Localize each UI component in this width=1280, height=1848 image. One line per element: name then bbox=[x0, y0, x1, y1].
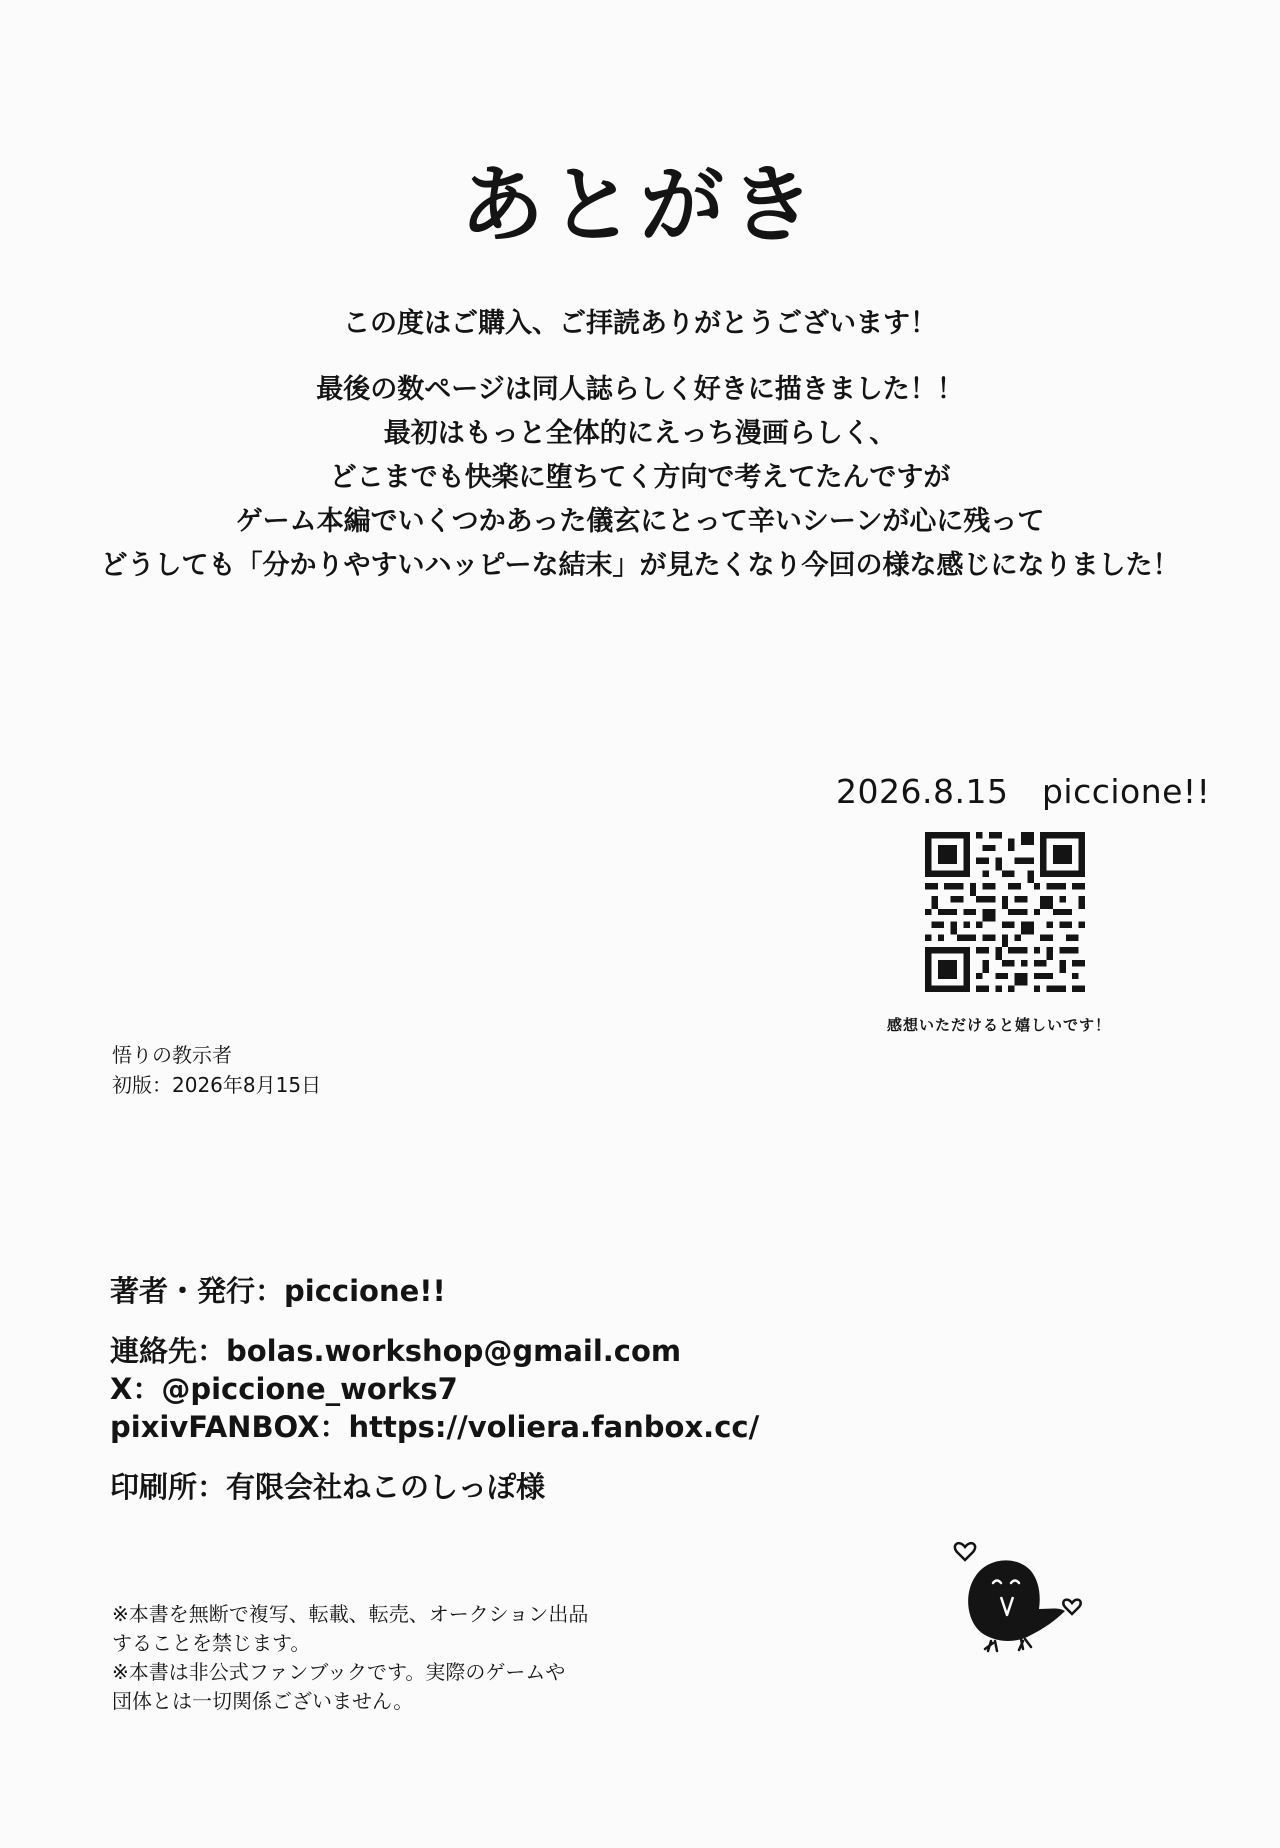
notice-line: ※本書は非公式ファンブックです。実際のゲームや bbox=[112, 1660, 566, 1684]
message-line: 最初はもっと全体的にえっち漫画らしく、 bbox=[383, 418, 897, 449]
afterword-message bbox=[0, 302, 1280, 588]
printer-line: 印刷所：有限会社ねこのしっぽ様 bbox=[110, 1470, 546, 1504]
contact-email[interactable]: 連絡先：bolas.workshop@gmail.com bbox=[110, 1334, 682, 1368]
page-title: あとがき bbox=[459, 156, 820, 254]
colophon bbox=[110, 1272, 759, 1506]
copyright-notice bbox=[112, 1600, 588, 1716]
notice-line: ※本書を無断で複写、転載、転売、オークション出品 bbox=[112, 1602, 589, 1626]
book-info bbox=[112, 1040, 321, 1100]
message-line: どこまでも快楽に堕ちてく方向で考えてたんですが bbox=[329, 462, 951, 493]
book-title: 悟りの教示者 bbox=[112, 1043, 232, 1067]
author-line: 著者・発行：piccione!! bbox=[110, 1274, 446, 1308]
message-line: 最後の数ページは同人誌らしく好きに描きました！！ bbox=[316, 374, 964, 405]
message-line: ゲーム本編でいくつかあった儀玄にとって辛いシーンが心に残って bbox=[235, 506, 1045, 537]
qr-code-icon[interactable] bbox=[925, 832, 1085, 992]
qr-caption: 感想いただけると嬉しいです！ bbox=[887, 1016, 1112, 1034]
signature: 2026.8.15 piccione!! bbox=[836, 772, 1211, 811]
notice-line: することを禁じます。 bbox=[112, 1631, 311, 1655]
thanks-line: この度はご購入、ご拝読ありがとうございます！ bbox=[343, 308, 937, 339]
notice-line: 団体とは一切関係ございません。 bbox=[112, 1689, 414, 1713]
edition-date: 初版：2026年8月15日 bbox=[112, 1073, 322, 1097]
x-account[interactable]: X：@piccione_works7 bbox=[110, 1372, 458, 1406]
bird-mascot-icon bbox=[935, 1525, 1085, 1665]
fanbox-link[interactable]: pixivFANBOX：https://voliera.fanbox.cc/ bbox=[110, 1410, 760, 1444]
message-line: どうしても「分かりやすいハッピーな結末」が見たくなり今回の様な感じになりました！ bbox=[100, 550, 1180, 581]
